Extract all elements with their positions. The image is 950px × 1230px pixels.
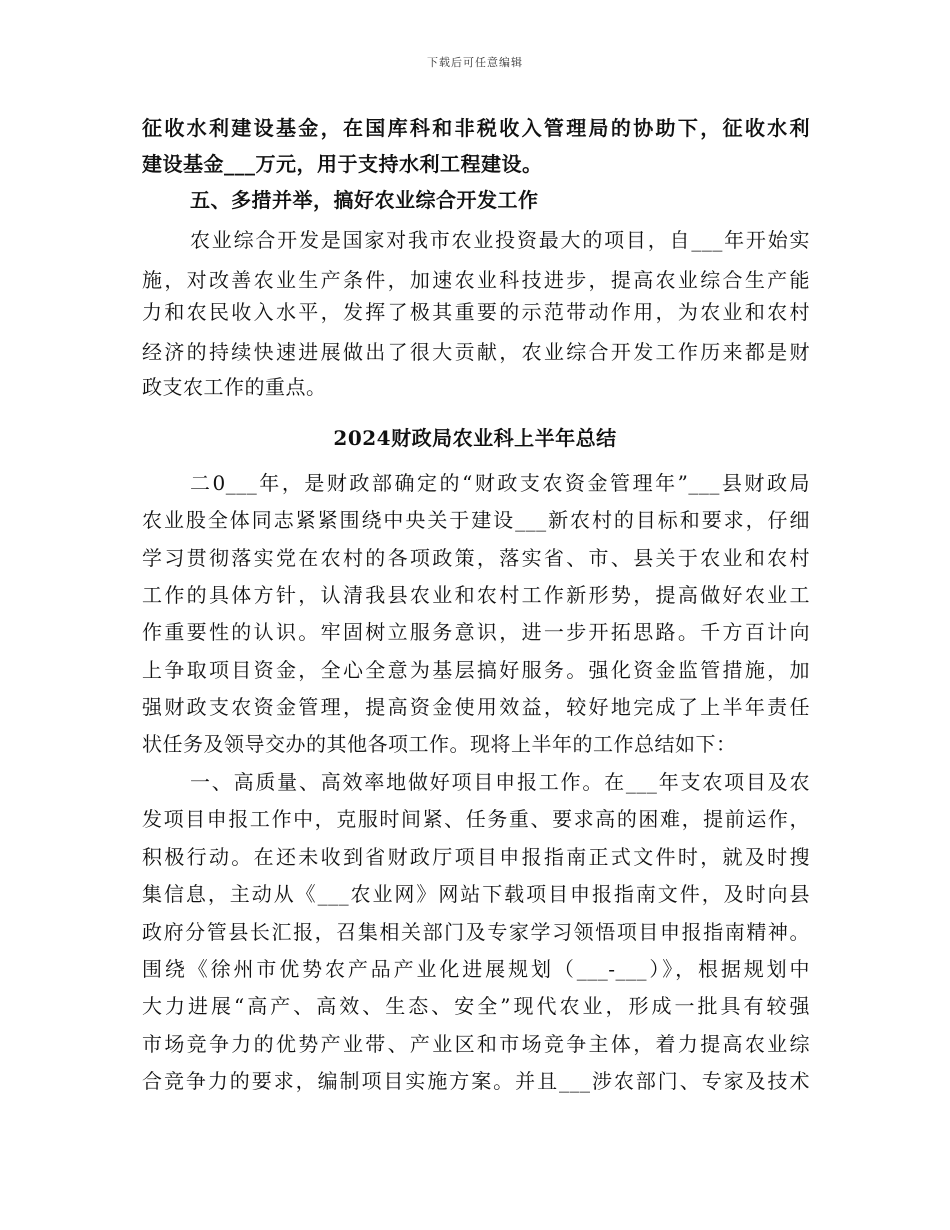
paragraph-line: 农业股全体同志紧紧围绕中央关于建设___新农村的目标和要求，仔细 [142, 508, 810, 532]
paragraph-line: 围绕《徐州市优势农产品产业化进展规划（___-___）》，根据规划中 [142, 957, 810, 981]
paragraph-line: 合竞争力的要求，编制项目实施方案。并且___涉农部门、专家及技术 [142, 1069, 810, 1093]
paragraph-line: 政支农工作的重点。 [142, 375, 327, 399]
paragraph-line: 一、高质量、高效率地做好项目申报工作。在___年支农项目及农 [190, 770, 810, 794]
paragraph-line: 力和农民收入水平，发挥了极其重要的示范带动作用，为农业和农村 [142, 300, 810, 324]
header-note: 下载后可任意编辑 [427, 56, 523, 69]
document-title: 2024财政局农业科上半年总结 [333, 426, 617, 450]
paragraph-line: 建设基金___万元，用于支持水利工程建设。 [142, 152, 543, 176]
paragraph-line: 二0___年，是财政部确定的“财政支农资金管理年”___县财政局 [190, 471, 810, 495]
paragraph-line: 学习贯彻落实党在农村的各项政策，落实省、市、县关于农业和农村 [142, 546, 810, 570]
paragraph-line: 集信息，主动从《___农业网》网站下载项目申报指南文件，及时向县 [142, 882, 810, 906]
paragraph-line: 积极行动。在还未收到省财政厅项目申报指南正式文件时，就及时搜 [142, 845, 810, 869]
paragraph-line: 上争取项目资金，全心全意为基层搞好服务。强化资金监管措施，加 [142, 658, 810, 682]
paragraph-line: 大力进展“高产、高效、生态、安全”现代农业，形成一批具有较强 [142, 994, 810, 1018]
paragraph-line: 作重要性的认识。牢固树立服务意识，进一步开拓思路。千方百计向 [142, 620, 810, 644]
paragraph-line: 市场竞争力的优势产业带、产业区和市场竞争主体，着力提高农业综 [142, 1032, 810, 1056]
paragraph-line: 强财政支农资金管理，提高资金使用效益，较好地完成了上半年责任 [142, 695, 810, 719]
paragraph-line: 征收水利建设基金，在国库科和非税收入管理局的协助下，征收水利 [142, 116, 810, 140]
paragraph-line: 施，对改善农业生产条件，加速农业科技进步，提高农业综合生产能 [142, 268, 810, 292]
paragraph-line: 状任务及领导交办的其他各项工作。现将上半年的工作总结如下： [142, 732, 737, 756]
paragraph-line: 政府分管县长汇报，召集相关部门及专家学习领悟项目申报指南精神。 [142, 920, 810, 944]
paragraph-line: 发项目申报工作中，克服时间紧、任务重、要求高的困难，提前运作， [142, 807, 810, 831]
paragraph-line: 经济的持续快速进展做出了很大贡献，农业综合开发工作历来都是财 [142, 340, 810, 364]
paragraph-line: 工作的具体方针，认清我县农业和农村工作新形势，提高做好农业工 [142, 583, 810, 607]
paragraph-line: 农业综合开发是国家对我市农业投资最大的项目，自___年开始实 [190, 228, 810, 252]
section-heading: 五、多措并举，搞好农业综合开发工作 [190, 188, 539, 212]
